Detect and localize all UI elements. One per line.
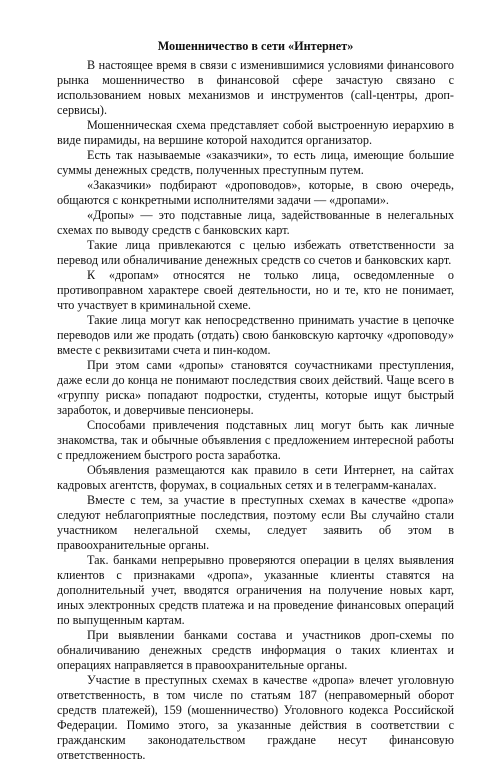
paragraph-13: Так. банками непрерывно проверяются операции в целях выявления клиентов с признаками «дропа», указанные клиенты ставятся на дополнительный учет, вводятся ограничения на получение новых карт, иных электронных средств платежа и на проведение финансовых операций по выпущенным картам. xyxy=(57,553,454,627)
paragraph-6: Такие лица привлекаются с целью избежать ответственности за перевод или обналичивание денежных средств со счетов и банковских карт. xyxy=(57,238,454,267)
paragraph-1: В настоящее время в связи с изменившимися условиями финансового рынка мошенничество в финансовой сфере зачастую связано с использованием новых механизмов и инструментов (call-центры, дроп-сервисы). xyxy=(57,58,454,117)
paragraph-15: Участие в преступных схемах в качестве «дропа» влечет уголовную ответственность, в том числе по статьям 187 (неправомерный оборот средств платежей), 159 (мошенничество) Уголовного кодекса Российской Федерации. Помимо этого, за указанные действия в соответствии с гражданским законодательством граждане несут финансовую ответственность. xyxy=(57,673,454,762)
paragraph-7: К «дропам» относятся не только лица, осведомленные о противоправном характере своей деятельности, но и те, кто не понимает, что участвует в криминальной схеме. xyxy=(57,268,454,312)
paragraph-12: Вместе с тем, за участие в преступных схемах в качестве «дропа» следуют неблагоприятные последствия, поэтому если Вы случайно стали участником нелегальной схемы, следует заявить об этом в правоохранительные органы. xyxy=(57,493,454,552)
paragraph-10: Способами привлечения подставных лиц могут быть как личные знакомства, так и обычные объявления с предложением интересной работы с предложением быстрого роста заработка. xyxy=(57,418,454,462)
paragraph-5: «Дропы» — это подставные лица, задействованные в нелегальных схемах по выводу средств с банковских карт. xyxy=(57,208,454,237)
paragraph-3: Есть так называемые «заказчики», то есть лица, имеющие большие суммы денежных средств, полученных преступным путем. xyxy=(57,148,454,177)
paragraph-8: Такие лица могут как непосредственно принимать участие в цепочке переводов или же продать (отдать) свою банковскую карточку «дроповоду» вместе с реквизитами счета и пин-кодом. xyxy=(57,313,454,357)
paragraph-4: «Заказчики» подбирают «дроповодов», которые, в свою очередь, общаются с конкретными исполнителями задачи — «дропами». xyxy=(57,178,454,207)
paragraph-11: Объявления размещаются как правило в сети Интернет, на сайтах кадровых агентств, форумах, в социальных сетях и в телеграмм-каналах. xyxy=(57,463,454,492)
paragraph-2: Мошенническая схема представляет собой выстроенную иерархию в виде пирамиды, на вершине которой находится организатор. xyxy=(57,118,454,147)
document-title: Мошенничество в сети «Интернет» xyxy=(157,39,354,53)
paragraph-14: При выявлении банками состава и участников дроп-схемы по обналичиванию денежных средств информация о таких клиентах и операциях направляется в правоохранительные органы. xyxy=(57,628,454,672)
paragraph-9: При этом сами «дропы» становятся соучастниками преступления, даже если до конца не понимают последствия своих действий. Чаще всего в «группу риска» попадают подростки, студенты, которые ищут быстрый заработок, и доверчивые пенсионеры. xyxy=(57,358,454,417)
